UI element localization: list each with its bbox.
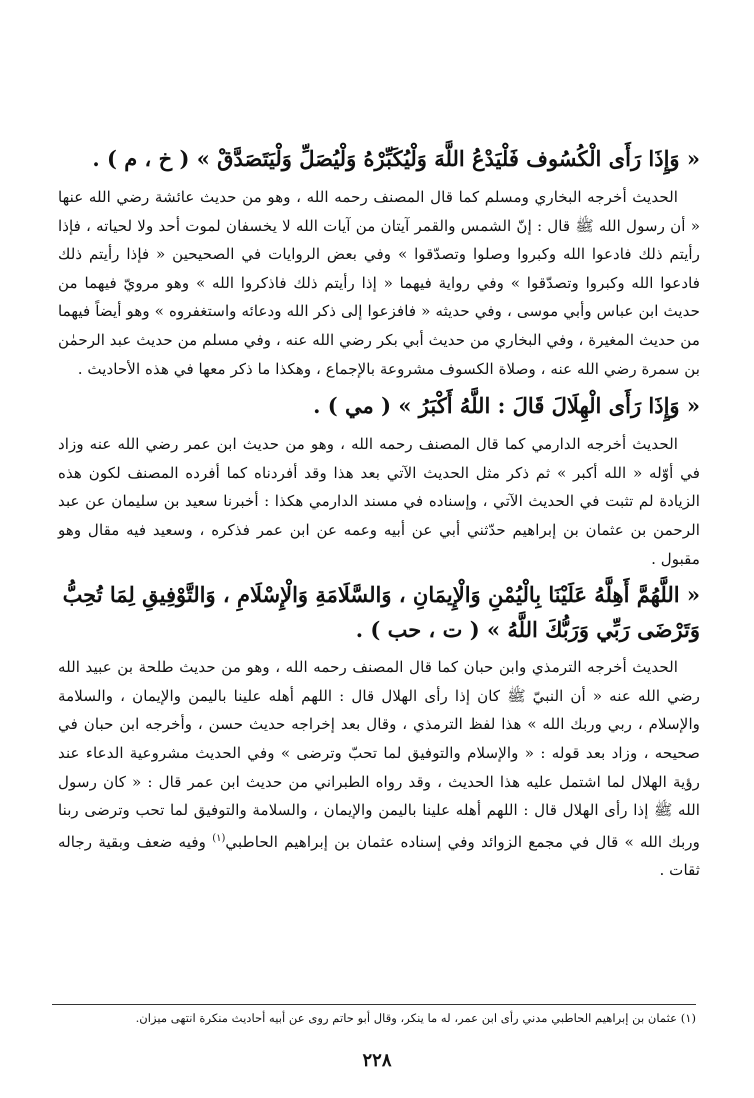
hadith-text-crescent-dua: « اللَّهُمَّ أَهِلَّهُ عَلَيْنَا بِالْيُمْنِ وَالْإِيمَانِ ، وَالسَّلَامَةِ وَالْإِسْلَامِ ، وَالتَّوْفِيقِ لِمَا تُحِبُّ وَتَرْضَى رَبِّي وَرَبُّكَ اللَّهُ » ( ت ، حب ) . bbox=[62, 582, 700, 643]
commentary-text: الحديث أخرجه البخاري ومسلم كما قال المصنف رحمه الله ، وهو من حديث عائشة رضي الله عنها « أن رسول الله ﷺ قال : إنّ الشمس والقمر آيتان من آيات الله لا يخسفان لموت أحد ولا لحياته ، فإذا رأيتم ذلك فادعوا الله وكبروا وصلوا وتصدّقوا » وفي بعض الروايات في الصحيحين « فإذا رأيتم ذلك فادعوا الله وكبروا وتصدّقوا » وفي رواية فيهما « إذا رأيتم ذلك فاذكروا الله » وهو مرويّ فيهما من حديث ابن عباس وأبي موسى ، وفي حديثه « فافزعوا إلى ذكر الله ودعائه واستغفروه » وهو أيضاً فيهما من حديث المغيرة ، وفي البخاري من حديث أبي بكر رضي الله عنه ، وفي مسلم من حديث عبد الرحمٰن بن سمرة رضي الله عنه ، وصلاة الكسوف مشروعة بالإجماع ، وهكذا ما ذكر معها في هذه الأحاديث . bbox=[58, 188, 700, 378]
hadith-text-crescent-takbir: « وَإِذَا رَأَى الْهِلَالَ قَالَ : اللَّهُ أَكْبَرُ » ( مي ) . bbox=[313, 393, 700, 419]
hadith-text-eclipse: « وَإِذَا رَأَى الْكُسُوف فَلْيَدْعُ اللَّهَ وَلْيُكَبِّرْهُ وَلْيُصَلِّ وَلْيَتَصَدَّقْ » ( خ ، م ) . bbox=[92, 146, 700, 171]
commentary-eclipse bbox=[58, 183, 700, 383]
footnote: (١) عثمان بن إبراهيم الحاطبي مدني رأى ابن عمر، له ما ينكر، وقال أبو حاتم روى عن أبيه أحاديث منكرة انتهى ميزان. bbox=[135, 1011, 696, 1025]
footnote-divider bbox=[52, 1004, 696, 1005]
page-number: ٢٢٨ bbox=[362, 1050, 392, 1071]
commentary-main: الحديث أخرجه الترمذي وابن حبان كما قال المصنف رحمه الله ، وهو من حديث طلحة بن عبيد الله رضي الله عنه « أن النبيّ ﷺ كان إذا رأى الهلال قال : اللهم أهله علينا باليمن والإيمان ، والسلامة والإسلام ، ربي وربك الله » هذا لفظ الترمذي ، وقال بعد إخراجه حديث حسن ، وأخرجه ابن حبان في صحيحه ، وزاد بعد قوله : « والإسلام والتوفيق لما تحبّ وترضى » وفي الحديث مشروعية الدعاء عند رؤية الهلال لما اشتمل عليه هذا الحديث ، وقد رواه الطبراني من حديث ابن عمر قال : « كان رسول الله ﷺ إذا رأى الهلال قال : اللهم أهله علينا باليمن والإيمان ، والسلامة والتوفيق لما تحب وترضى ربنا وربك الله » قال في مجمع الزوائد وفي إسناده عثمان بن إبراهيم الحاطبي bbox=[58, 658, 700, 851]
commentary-text bbox=[58, 653, 700, 885]
footnote-marker[interactable]: (١) bbox=[212, 832, 226, 844]
commentary-crescent-dua bbox=[58, 653, 700, 885]
commentary-tail: وفيه ضعف وبقية رجاله ثقات . bbox=[58, 832, 700, 880]
commentary-text: الحديث أخرجه الدارمي كما قال المصنف رحمه الله ، وهو من حديث ابن عمر رضي الله عنه وزاد في أوّله « الله أكبر » ثم ذكر مثل الحديث الآتي بعد هذا وقد أفردناه كما أفرده المصنف لكون هذه الزيادة لم تثبت في الحديث الآتي ، وإسناده في مسند الدارمي هكذا : أخبرنا سعيد بن سليمان عن عبد الرحمن بن عثمان بن إبراهيم حدّثني أبي عن أبيه وعمه عن ابن عمر فذكره ، وسعيد فيه مقال وهو مقبول . bbox=[58, 435, 700, 568]
commentary-crescent-takbir bbox=[58, 430, 700, 573]
